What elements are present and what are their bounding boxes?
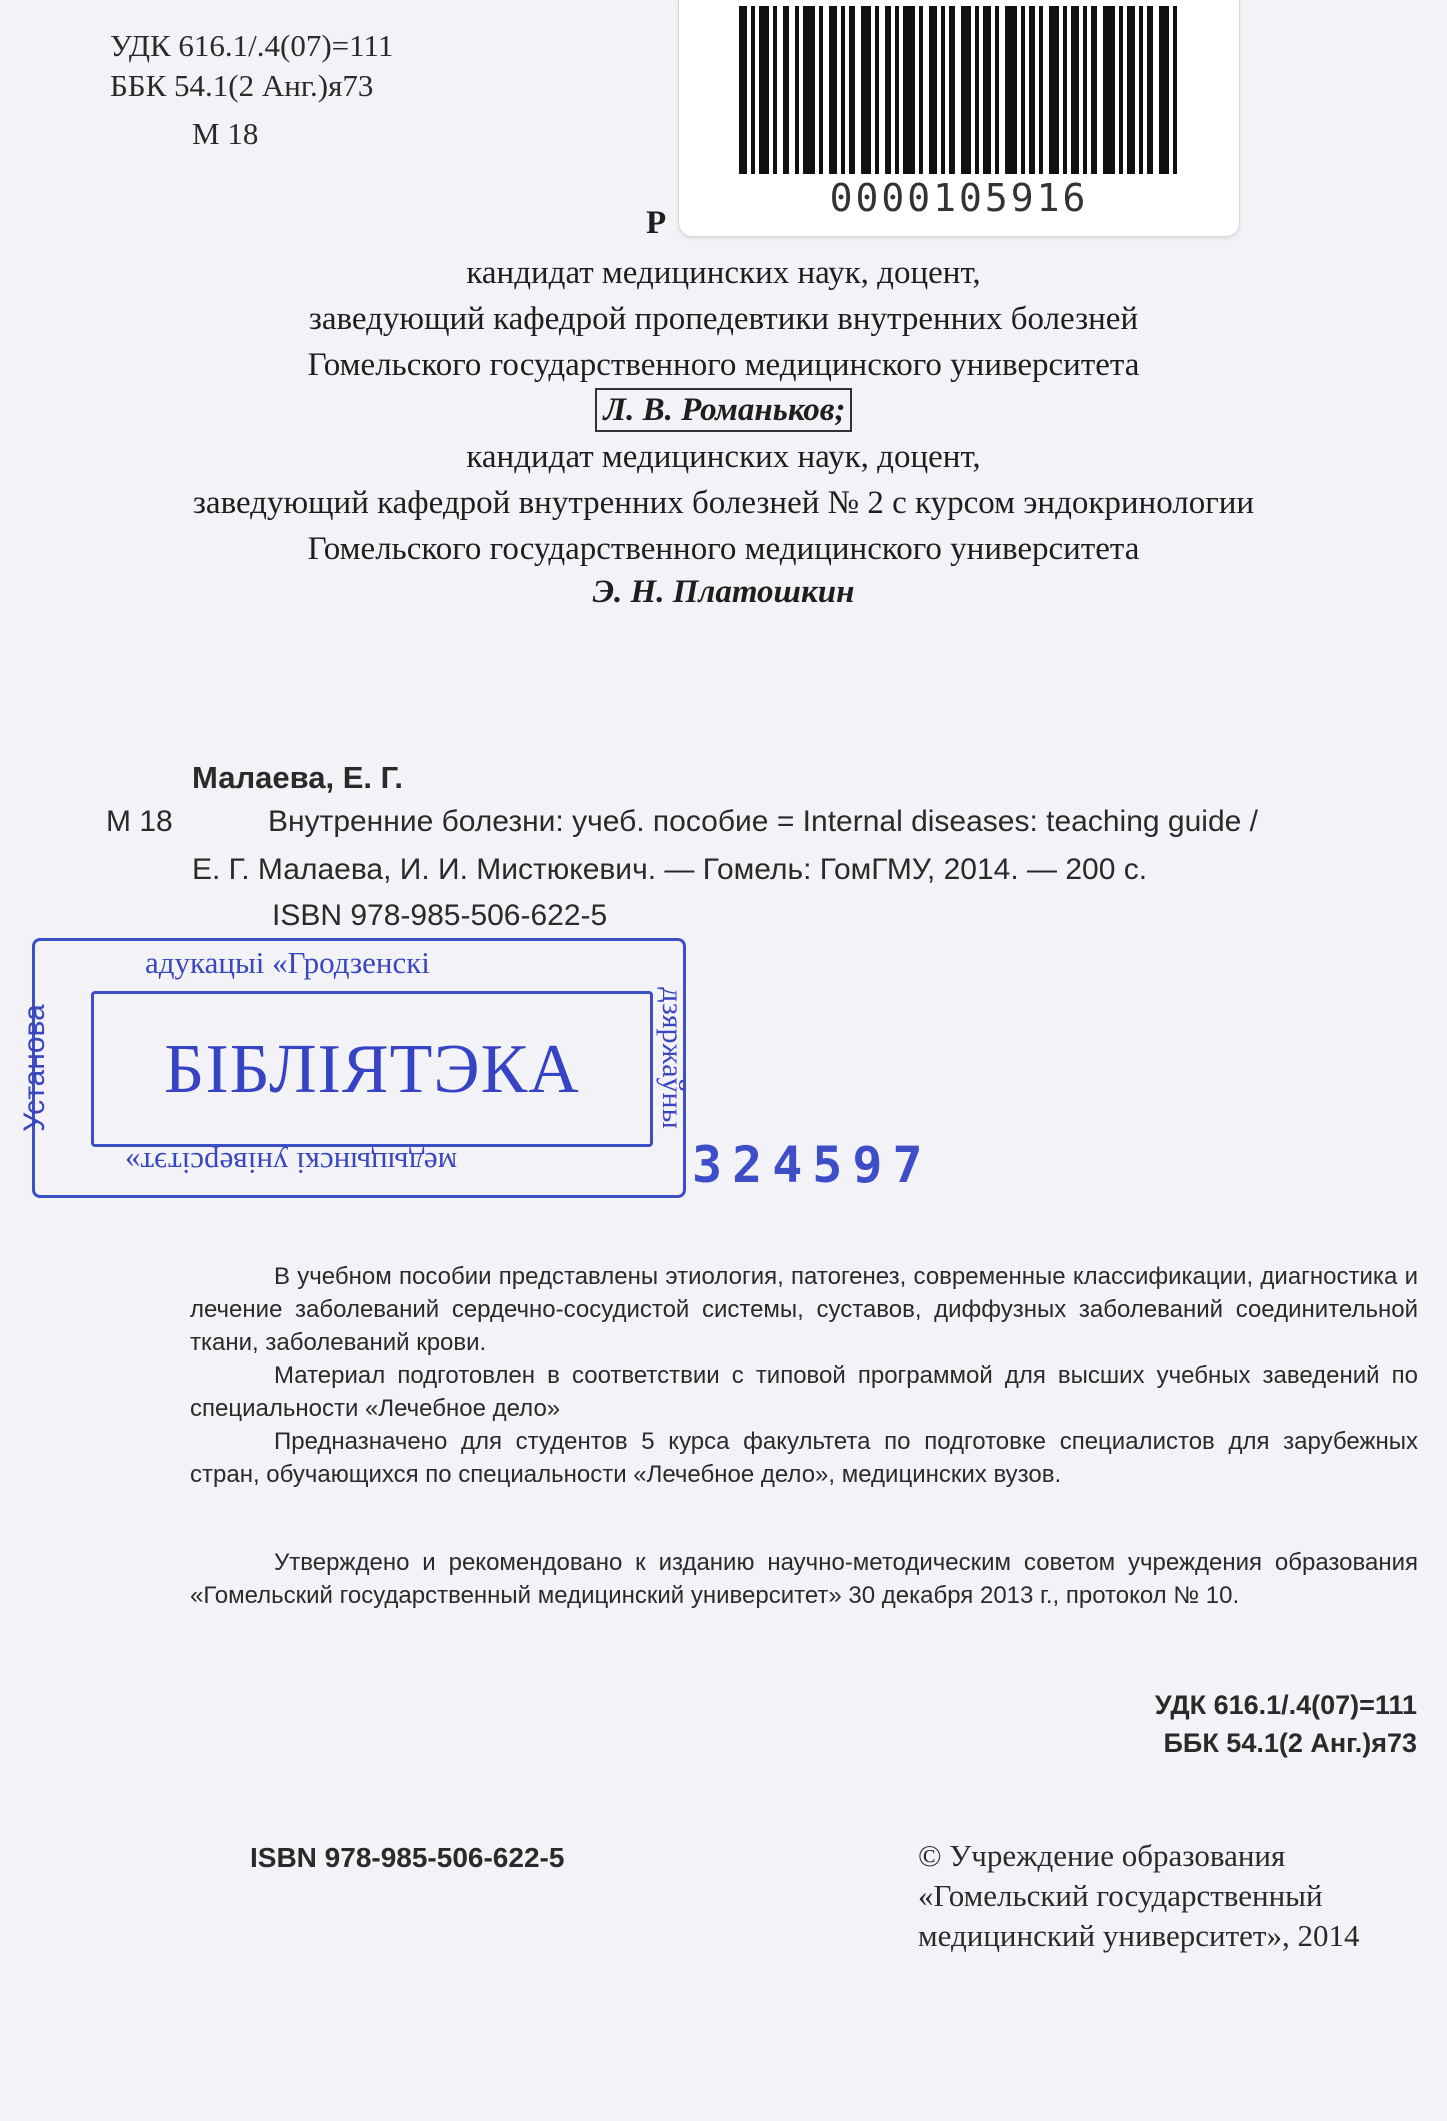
copyright-line: © Учреждение образования — [918, 1838, 1286, 1873]
reviewer1-affiliation: Гомельского государственного медицинского университета — [307, 347, 1140, 383]
approval-note — [190, 1546, 1418, 1612]
reviewer1-name-row — [0, 388, 1447, 432]
barcode-icon — [739, 6, 1179, 178]
copyright-line: «Гомельский государственный — [918, 1878, 1323, 1913]
copyright-line: медицинский университет», 2014 — [918, 1918, 1360, 1953]
reviewer2-degree: кандидат медицинских наук, доцент, — [466, 439, 981, 475]
udk-code: УДК 616.1/.4(07)=111 — [110, 28, 394, 63]
stamp-right-text: дзяржаўны — [655, 987, 689, 1129]
annotation-paragraph: В учебном пособии представлены этиология, патогенез, современные классификации, диагностика и лечение заболеваний сердечно-сосудистой системы, суставов, диффузных заболеваний соединительной ткани, заболеваний крови. — [190, 1263, 1418, 1356]
reviewer1-position: заведующий кафедрой пропедевтики внутренних болезней — [308, 301, 1139, 337]
stamp-inner-frame — [91, 991, 653, 1147]
bib-code: М 18 — [106, 805, 173, 838]
copyright — [918, 1836, 1359, 1956]
bib-author: Малаева, Е. Г. — [192, 760, 403, 795]
approval-paragraph: Утверждено и рекомендовано к изданию научно-методическим советом учреждения образования «Гомельский государственный медицинский университет» 30 декабря 2013 г., протокол № 10. — [190, 1549, 1418, 1609]
footer-isbn: ISBN 978-985-506-622-5 — [250, 1842, 565, 1873]
stamp-left-text: Установа — [17, 1004, 51, 1132]
reviewer1-name: Л. В. Романьков; — [595, 388, 851, 432]
annotation-paragraph: Предназначено для студентов 5 курса факультета по подготовке специалистов для зарубежных стран, обучающихся по специальности «Лечебное дело», медицинских вузов. — [190, 1428, 1418, 1488]
annotation — [190, 1260, 1418, 1491]
reviewer1-degree: кандидат медицинских наук, доцент, — [466, 255, 981, 291]
library-stamp — [17, 938, 689, 1198]
stamp-main-text: БІБЛІЯТЭКА — [164, 1031, 580, 1108]
bib-authors: Е. Г. Малаева, И. И. Мистюкевич. — Гомель: ГомГМУ, 2014. — 200 с. — [192, 853, 1148, 886]
inventory-number: 324597 — [692, 1136, 933, 1194]
reviewers-heading: Р — [646, 205, 667, 241]
annotation-paragraph: Материал подготовлен в соответствии с типовой программой для высших учебных заведений по специальности «Лечебное дело» — [190, 1362, 1418, 1422]
bib-title: Внутренние болезни: учеб. пособие = Internal diseases: teaching guide / — [268, 805, 1258, 838]
stamp-top-text: адукацыі «Гродзенскі — [145, 945, 430, 980]
reviewer2-name: Э. Н. Платошкин — [592, 574, 855, 610]
stamp-bottom-text: медыцынскі універсітэт» — [125, 1146, 458, 1181]
reviewer2-position: заведующий кафедрой внутренних болезней № 2 с курсом эндокринологии — [192, 485, 1255, 521]
footer-bbk: ББК 54.1(2 Анг.)я73 — [1163, 1728, 1417, 1758]
barcode-sticker — [678, 0, 1240, 237]
footer-udk: УДК 616.1/.4(07)=111 — [1154, 1690, 1417, 1720]
barcode-number: 0000105916 — [829, 176, 1089, 220]
reviewer2-affiliation: Гомельского государственного медицинского университета — [307, 531, 1140, 567]
bib-isbn: ISBN 978-985-506-622-5 — [272, 899, 608, 932]
author-mark: М 18 — [192, 116, 259, 151]
bbk-code: ББК 54.1(2 Анг.)я73 — [110, 68, 374, 103]
